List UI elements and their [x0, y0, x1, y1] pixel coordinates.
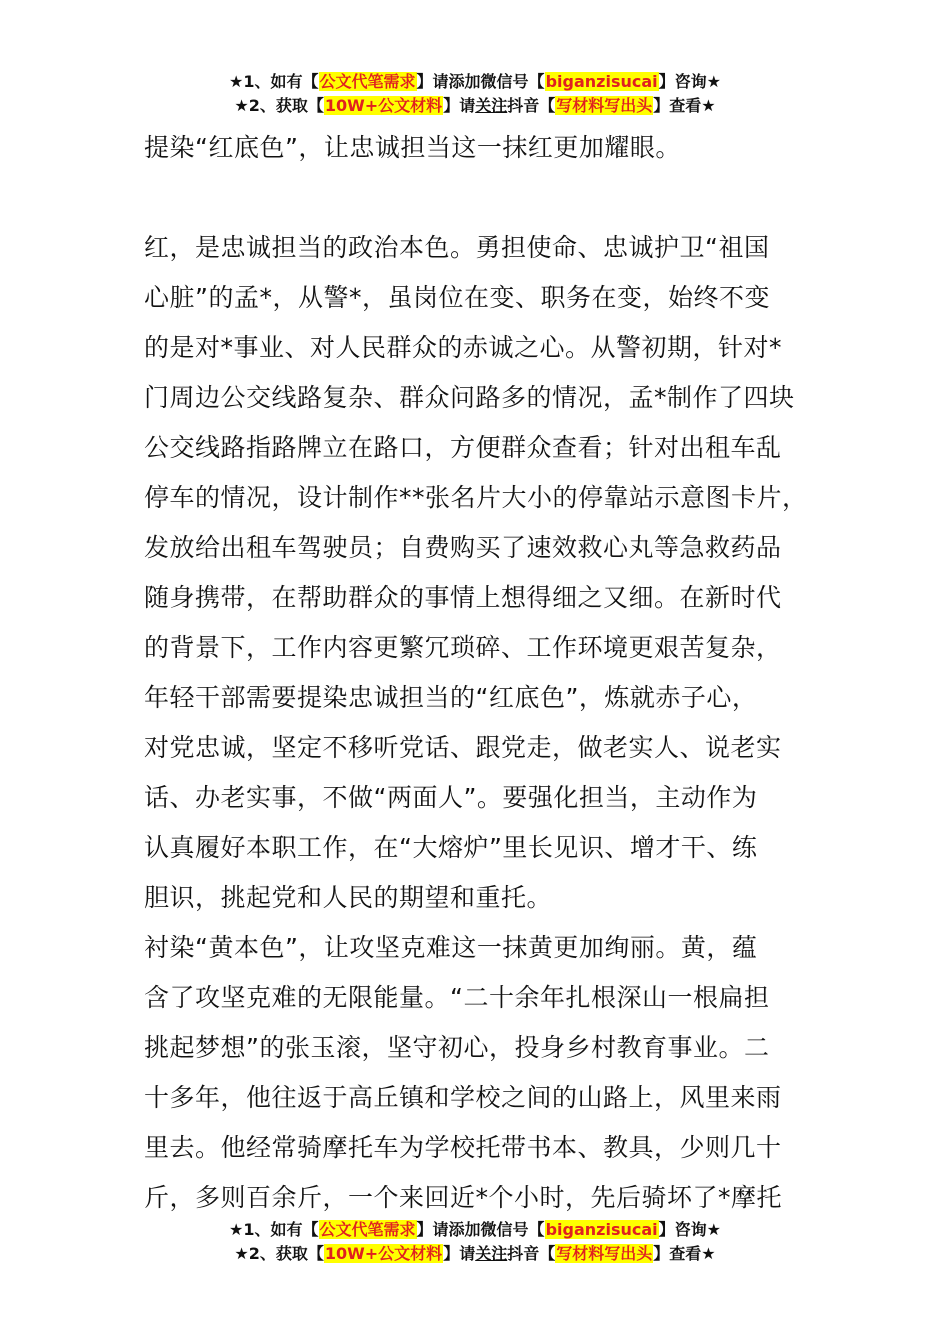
- banner-line-1: ★1、如有【公文代笔需求】请添加微信号【biganzisucai】咨询★: [229, 72, 721, 91]
- highlight-douyin: 写材料写出头: [556, 1244, 653, 1263]
- body-line: 停车的情况，设计制作**张名片大小的停靠站示意图卡片，: [144, 483, 808, 512]
- banner-line-2: ★2、获取【10W+公文材料】请关注抖音【写材料写出头】查看★: [234, 1244, 716, 1263]
- body-line: 提染“红底色”，让忠诚担当这一抹红更加耀眼。: [144, 133, 681, 162]
- banner-line-1: ★1、如有【公文代笔需求】请添加微信号【biganzisucai】咨询★: [229, 1220, 721, 1239]
- document-body: [144, 123, 814, 1223]
- body-line: 挑起梦想”的张玉滚，坚守初心，投身乡村教育事业。二: [144, 1033, 770, 1062]
- body-line: 随身携带，在帮助群众的事情上想得细之又细。在新时代: [144, 583, 782, 612]
- header-banner: [0, 70, 950, 118]
- body-line: 红，是忠诚担当的政治本色。勇担使命、忠诚护卫“祖国: [144, 233, 770, 262]
- body-line: 含了攻坚克难的无限能量。“二十余年扎根深山一根扁担: [144, 983, 770, 1012]
- body-line: 发放给出租车驾驶员；自费购买了速效救心丸等急救药品: [144, 533, 782, 562]
- body-line: 里去。他经常骑摩托车为学校托带书本、教具，少则几十: [144, 1133, 782, 1162]
- body-line: 年轻干部需要提染忠诚担当的“红底色”，炼就赤子心，: [144, 683, 758, 712]
- highlight-wechat-id: biganzisucai: [545, 72, 658, 91]
- highlight-wechat-id: biganzisucai: [545, 1220, 658, 1239]
- highlight-service: 公文代笔需求: [319, 1220, 416, 1239]
- highlight-materials: 10W+公文材料: [324, 96, 443, 115]
- body-line: 公交线路指路牌立在路口，方便群众查看；针对出租车乱: [144, 433, 782, 462]
- body-line: 门周边公交线路复杂、群众问路多的情况，孟*制作了四块: [144, 383, 795, 412]
- body-line: 衬染“黄本色”，让攻坚克难这一抹黄更加绚丽。黄，蕴: [144, 933, 758, 962]
- body-line: 认真履好本职工作，在“大熔炉”里长见识、增才干、练: [144, 833, 758, 862]
- body-line: 胆识，挑起党和人民的期望和重托。: [144, 883, 553, 912]
- blank-line: [144, 173, 814, 223]
- body-line: 的背景下，工作内容更繁冗琐碎、工作环境更艰苦复杂，: [144, 633, 782, 662]
- footer-banner: [0, 1218, 950, 1266]
- body-line: 心脏”的孟*，从警*，虽岗位在变、职务在变，始终不变: [144, 283, 770, 312]
- body-line: 十多年，他往返于高丘镇和学校之间的山路上，风里来雨: [144, 1083, 782, 1112]
- highlight-douyin: 写材料写出头: [556, 96, 653, 115]
- body-line: 斤，多则百余斤，一个来回近*个小时，先后骑坏了*摩托: [144, 1183, 783, 1212]
- body-line: 的是对*事业、对人民群众的赤诚之心。从警初期，针对*: [144, 333, 783, 362]
- body-line: 对党忠诚，坚定不移听党话、跟党走，做老实人、说老实: [144, 733, 782, 762]
- banner-line-2: ★2、获取【10W+公文材料】请关注抖音【写材料写出头】查看★: [234, 96, 716, 115]
- highlight-service: 公文代笔需求: [319, 72, 416, 91]
- highlight-materials: 10W+公文材料: [324, 1244, 443, 1263]
- body-line: 话、办老实事，不做“两面人”。要强化担当，主动作为: [144, 783, 758, 812]
